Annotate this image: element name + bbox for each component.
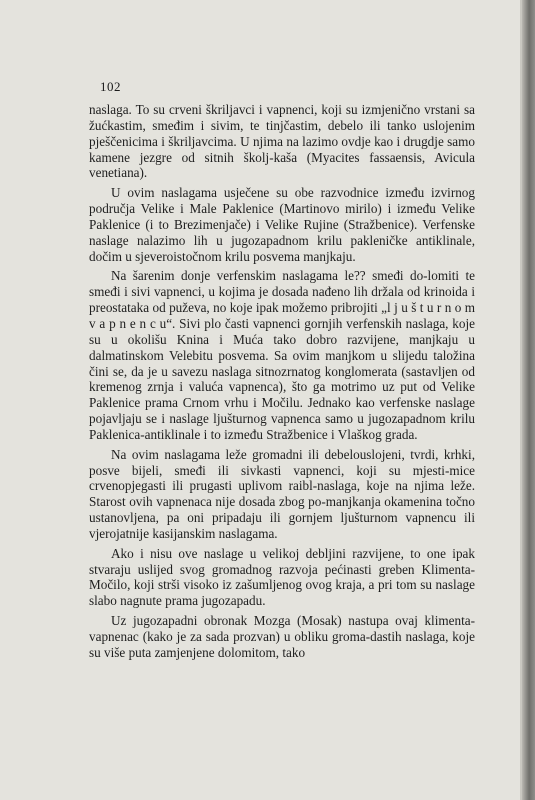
- book-spine-shadow: [522, 0, 535, 800]
- paragraph-5: Ako i nisu ove naslage u velikoj debljini razvijene, to one ipak stvaraju uslijed svog gromadnog razvoja pećinasti greben Klimenta-Močilo, koji strši visoko iz zašumljenog ovog kraja, a pri tom su naslage slabo nagnute prama jugozapadu.: [89, 545, 475, 609]
- paragraph-6: Uz jugozapadni obronak Mozga (Mosak) nastupa ovaj klimenta-vapnenac (kako je za sada prozvan) u obliku groma-dastih naslaga, koje su više puta zamjenjene dolomitom, tako: [89, 613, 475, 660]
- paragraph-1: naslaga. To su crveni škriljavci i vapnenci, koji su izmjenično vrstani sa žućkastim, smeđim i sivim, te tinjčastim, debelo ili tanko uslojenim pješčenicima i škriljavcima. U njima na lazimo ovdje kao i drugdje samo kamene jezgre od sitnih školj-kaša (Myacites fassaensis, Avicula venetiana).: [89, 102, 475, 181]
- paragraph-4: Na ovim naslagama leže gromadni ili debelouslojeni, tvrdi, krhki, posve bijeli, smeđi ili sivkasti vapnenci, koji su mjesti-mice crvenopjegasti ili prugasti uplivom raibl-naslaga, koje na njima leže. Starost ovih vapnenaca nije dosada zbog po-manjkanja okamenina točno ustanovljena, pa oni pripadaju ili gornjem ljušturnom vapnencu ili vjerojatnije kasijanskim naslagama.: [89, 446, 475, 541]
- paragraph-3: Na šarenim donje verfenskim naslagama le?? smeđi do-lomiti te smeđi i sivi vapnenci, u kojima je dosada nađeno lih držala od krinoida i preostataka od puževa, no koje ipak možemo pribrojiti „l j u š t u r n o m v a p n e n c u“. Sivi plo časti vapnenci gornjih verfenskih naslaga, koje su u okolišu Knina i Muća tako dobro razvijene, manjkaju u dalmatinskom Velebitu posvema. Sa ovim manjkom u slijedu taložina čini se, da je u savezu naslaga sitnozrnatog konglomerata (sastavljen od kremenog zrnja i valuća vapnenca), što ga motrimo uz put od Velike Paklenice prama Crnom vrhu i Močilu. Jednako kao verfenske naslage pojavljaju se i naslage ljušturnog vapnenca samo u jugozapadnom krilu Paklenica-antiklinale i to između Stražbenice i Vlaškog grada.: [89, 268, 475, 442]
- page-number: 102: [100, 79, 121, 94]
- paragraph-2: U ovim naslagama usječene su obe razvodnice između izvirnog područja Velike i Male Paklenice (Martinovo mirilo) i između Velike Paklenice (i to Brezimenjače) i Velike Rujine (Stražbenice). Verfenske naslage nalazimo lih u jugozapadnom krilu pakleničke antiklinale, dočim u sjeveroistočnom krilu posvema manjkaju.: [89, 185, 475, 264]
- body-text: [89, 102, 475, 665]
